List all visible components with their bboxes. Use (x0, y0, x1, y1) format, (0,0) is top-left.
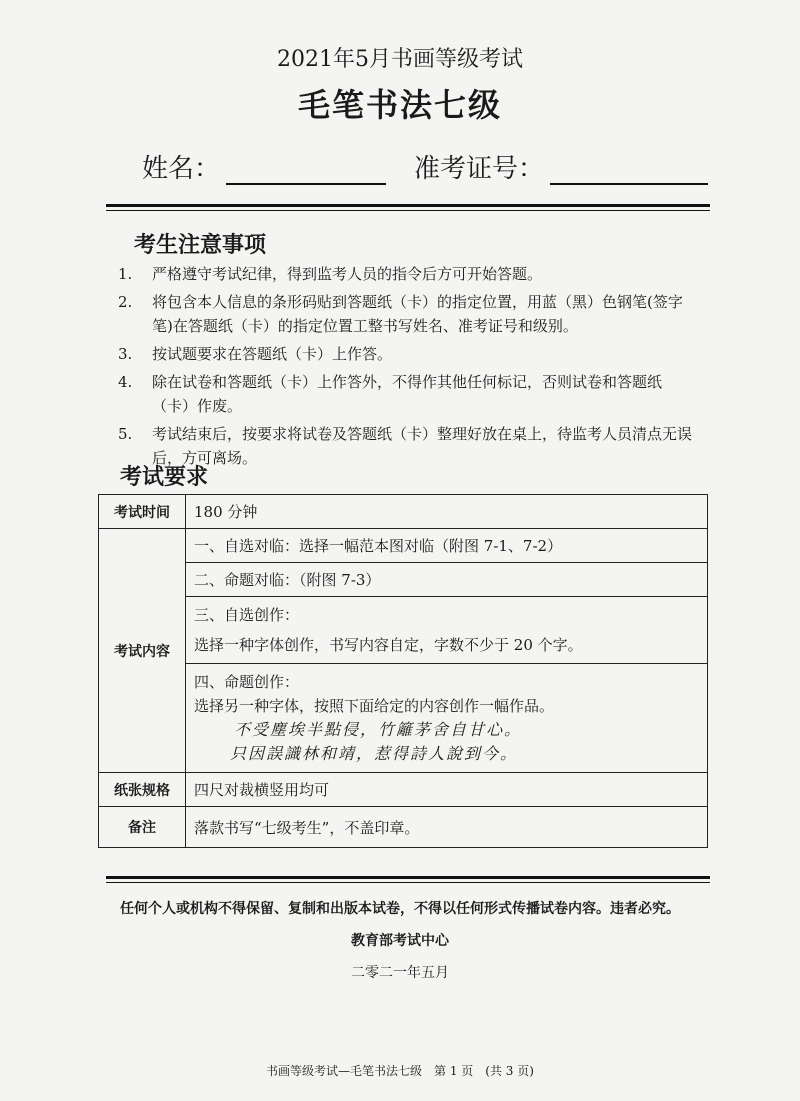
time-label: 考试时间 (99, 495, 186, 529)
notice-item: 2. 将包含本人信息的条形码贴到答题纸（卡）的指定位置，用蓝（黑）色钢笔(签字笔)在答题纸（卡）的指定位置工整书写姓名、准考证号和级别。 (118, 293, 683, 335)
notice-list (118, 262, 698, 474)
content-item-1: 一、自选对临：选择一幅范本图对临（附图 7-1、7-2） (186, 529, 708, 563)
issue-date: 二零二一年五月 (351, 965, 449, 981)
paper-label: 纸张规格 (99, 773, 186, 807)
note-label: 备注 (99, 807, 186, 848)
content-label: 考试内容 (99, 529, 186, 773)
poem-line-1: 不受塵埃半點侵，竹籬茅舍自甘心。 (234, 720, 523, 739)
name-field (142, 148, 386, 185)
item3-title: 三、自选创作： (194, 606, 300, 624)
candidate-id-field (414, 148, 708, 185)
name-blank-line (226, 157, 386, 185)
notice-item: 3. 按试题要求在答题纸（卡）上作答。 (118, 345, 393, 363)
content-item-3 (186, 597, 708, 664)
name-label: 姓名： (142, 154, 221, 184)
note-value: 落款书写“七级考生”，不盖印章。 (186, 807, 708, 848)
copyright-notice: 任何个人或机构不得保留、复制和出版本试卷，不得以任何形式传播试卷内容。违者必究。 (120, 901, 680, 917)
content-item-4 (186, 664, 708, 773)
notice-item: 4. 除在试卷和答题纸（卡）上作答外，不得作其他任何标记，否则试卷和答题纸（卡）作废。 (118, 373, 663, 415)
notice-item: 5. 考试结束后，按要求将试卷及答题纸（卡）整理好放在桌上，待监考人员清点无误后，方可离场。 (118, 425, 693, 467)
table-row (99, 807, 708, 848)
requirements-table (98, 494, 708, 848)
table-row (99, 563, 708, 597)
header-divider (106, 204, 710, 211)
content-item-2: 二、命题对临：（附图 7-3） (186, 563, 708, 597)
footer-divider (106, 876, 710, 883)
table-row (99, 529, 708, 563)
poem-line-2: 只因誤識林和靖，惹得詩人說到今。 (230, 744, 519, 763)
paper-value: 四尺对裁横竖用均可 (186, 773, 708, 807)
candidate-id-blank-line (550, 157, 708, 185)
table-row (99, 664, 708, 773)
candidate-id-label: 准考证号： (414, 154, 545, 184)
item3-desc: 选择一种字体创作，书写内容自定，字数不少于 20 个字。 (194, 636, 583, 654)
table-row (99, 597, 708, 664)
time-value: 180 分钟 (186, 495, 708, 529)
table-row (99, 773, 708, 807)
table-row (99, 495, 708, 529)
item4-desc: 选择另一种字体，按照下面给定的内容创作一幅作品。 (194, 697, 555, 715)
notice-title: 考生注意事项 (134, 232, 267, 258)
page-footer: 书画等级考试—毛笔书法七级 第 1 页 (共 3 页) (266, 1064, 534, 1078)
subject-title: 毛笔书法七级 (297, 86, 502, 124)
notice-item: 1. 严格遵守考试纪律，得到监考人员的指令后方可开始答题。 (118, 265, 543, 283)
exam-title: 2021年5月书画等级考试 (277, 47, 523, 72)
issuer: 教育部考试中心 (351, 933, 449, 949)
item4-title: 四、命题创作： (194, 673, 300, 691)
requirements-title: 考试要求 (120, 464, 209, 490)
